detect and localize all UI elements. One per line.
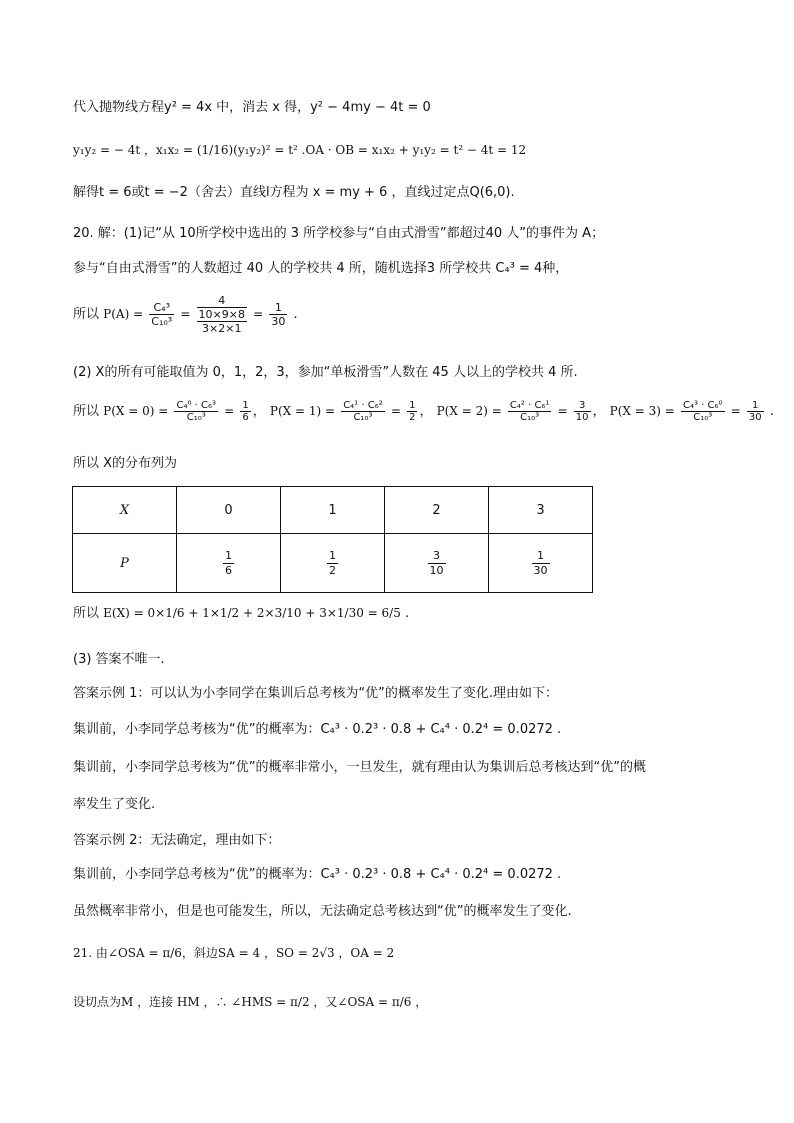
fraction-numerator: C₄¹ · C₆² (343, 400, 383, 411)
fraction-denominator: 2 (329, 563, 336, 577)
fraction-px3-result (747, 400, 764, 423)
fraction-denominator: 10 (575, 412, 589, 423)
fraction-denominator: C₁₀³ (151, 315, 173, 328)
text-line-q21: 21. 由∠OSA = π/6，斜边SA = 4 ，SO = 2√3 ，OA = 2 (73, 946, 395, 960)
lhs-px0: P(X = 0) = (103, 404, 169, 418)
fraction-denominator: 30 (533, 563, 548, 577)
table-row (73, 487, 593, 534)
fraction-result (269, 301, 287, 328)
text-line-q20-part2: (2) X的所有可能取值为 0，1，2，3，参加“单板滑雪”人数在 45 人以上的学校共 4 所. (73, 365, 578, 380)
text-line-expectation: 所以 E(X) = 0×1/6 + 1×1/2 + 2×3/10 + 3×1/30 = 6/5 . (73, 606, 410, 621)
equals-sign: = (180, 307, 191, 321)
text-line-q20-part1: 20. 解：(1)记“从 10所学校中选出的 3 所学校参与“自由式滑雪”都超过40 人”的事件为 A； (73, 226, 605, 241)
fraction-numerator: 4 (197, 294, 247, 308)
fraction-big (197, 294, 247, 335)
lhs-pa: P(A) = (103, 307, 144, 321)
text-line-vieta: y₁y₂ = − 4t ，x₁x₂ = (1/16)(y₁y₂)² = t² .OA · OB = x₁x₂ + y₁y₂ = t² − 4t = 12 (73, 143, 527, 157)
fraction-numerator: 1 (747, 400, 764, 412)
table-cell: 3 (489, 487, 593, 534)
text-line-reasoning-1b: 率发生了变化. (73, 797, 156, 812)
distribution-table (72, 486, 593, 593)
equals-sign: = (253, 307, 264, 321)
table-cell: P (73, 534, 177, 593)
lhs-px2: P(X = 2) = (436, 404, 502, 418)
table-row (73, 534, 593, 593)
lhs-px3: P(X = 3) = (609, 404, 675, 418)
text-line-probabilities-x: 所以 P(X = 0) = $\frac{\text{C₄⁰ · C₆³}}{\text{C₁₀³}}$ = $\frac{1}{6}$ ， P(X = 1) = $\frac{\text{C₄¹ · C₆²}}{\text{C₁₀³}}$ = $\frac{1}{2}$ ， P(X = 2) = $\frac{\text{C₄² · C₆¹}}{\text{C₁₀³}}$ = $\frac{3}{10}$ ， P(X = 3) = $\frac{\text{C₄³ · C₆⁰}}{\text{C₁₀³}}$ = $\frac{1}{30}$ . (73, 400, 774, 423)
fraction-px0-result (240, 400, 250, 423)
text-line-tangent-point: 设切点为M ，连接 HM ，∴ ∠HMS = π/2 ，又∠OSA = π/6 ， (73, 995, 428, 1009)
fraction (327, 549, 338, 578)
text-line-distribution-intro: 所以 X的分布列为 (73, 456, 178, 471)
fraction-denominator: C₁₀³ (693, 412, 713, 423)
text-line-q20-part3: (3) 答案不唯一. (73, 652, 165, 667)
fraction-numerator: C₄⁰ · C₆³ (176, 400, 217, 411)
period: . (769, 404, 774, 419)
fraction (223, 549, 234, 578)
fraction-numerator: 3 (428, 549, 446, 564)
fraction-denominator-top: 10×9×8 (198, 308, 245, 321)
fraction-denominator: C₁₀³ (186, 412, 206, 423)
text-line-probability-a (73, 294, 298, 335)
fraction-px2 (508, 400, 552, 423)
fraction-numerator: 1 (269, 301, 287, 315)
prefix-text: 所以 (73, 606, 100, 621)
fraction-px0 (174, 400, 218, 423)
fraction-px3 (681, 400, 725, 423)
text-line-combination: 参与“自由式滑雪”的人数超过 40 人的学校共 4 所，随机选择3 所学校共 C₄³ = 4种， (73, 261, 569, 276)
fraction-numerator: C₄³ · C₆⁰ (682, 400, 723, 411)
fraction-denominator: C₁₀³ (520, 412, 540, 423)
fraction-numerator: 1 (242, 400, 249, 411)
fraction-denominator: C₁₀³ (353, 412, 373, 423)
table-cell: X (73, 487, 177, 534)
fraction-px2-result (574, 400, 591, 423)
fraction-numerator: C₄² · C₆¹ (509, 400, 550, 411)
fraction-denominator: 6 (225, 563, 232, 577)
prefix-text: 所以 (73, 404, 100, 419)
table-cell: 1 (281, 487, 385, 534)
fraction-numerator: 1 (225, 548, 232, 562)
prefix-text: 所以 (73, 307, 100, 322)
period: . (293, 307, 298, 322)
lhs-px1: P(X = 1) = (269, 404, 336, 418)
fraction-denominator-bottom: 3×2×1 (202, 322, 242, 335)
fraction-numerator: 1 (409, 400, 416, 411)
fraction-denominator: 10 (429, 563, 444, 577)
text-line-answer-example-1: 答案示例 1：可以认为小李同学在集训后总考核为“优”的概率发生了变化.理由如下： (73, 686, 559, 701)
text-line-reasoning-1a: 集训前，小李同学总考核为“优”的概率非常小，一旦发生，就有理由认为集训后总考核达到“优”的概 (73, 760, 646, 775)
fraction-denominator: 2 (409, 412, 416, 423)
table-cell (281, 534, 385, 593)
text-line-reasoning-2: 虽然概率非常小，但是也可能发生，所以，无法确定总考核达到“优”的概率发生了变化. (73, 904, 572, 919)
text-line-probability-before-2: 集训前，小李同学总考核为“优”的概率为：C₄³ · 0.2³ · 0.8 + C₄⁴ · 0.2⁴ = 0.0272 . (73, 867, 562, 882)
table-cell (489, 534, 593, 593)
fraction-px1 (341, 400, 385, 423)
table-cell: 2 (385, 487, 489, 534)
fraction-denominator: 30 (748, 412, 762, 423)
text-line-fixed-point: 解得t = 6或t = −2（舍去）直线l方程为 x = my + 6 ，直线过定点Q(6,0). (73, 185, 515, 200)
text-line-substitution: 代入抛物线方程y² = 4x 中，消去 x 得，y² − 4my − 4t = 0 (73, 100, 431, 115)
fraction-c (149, 301, 174, 328)
fraction-numerator: C₄³ (149, 301, 174, 315)
fraction-numerator: 1 (329, 548, 336, 562)
table-cell: 0 (177, 487, 281, 534)
fraction-px1-result (407, 400, 417, 423)
table-cell (177, 534, 281, 593)
fraction (532, 549, 550, 578)
table-cell (385, 534, 489, 593)
fraction (428, 549, 446, 578)
text-line-answer-example-2: 答案示例 2：无法确定，理由如下： (73, 833, 281, 848)
expectation-expression: E(X) = 0×1/6 + 1×1/2 + 2×3/10 + 3×1/30 = 6/5 (103, 606, 401, 620)
fraction-denominator: 30 (271, 315, 286, 328)
fraction-numerator: 3 (574, 400, 591, 412)
fraction-numerator: 1 (532, 549, 550, 564)
text-line-probability-before-1: 集训前，小李同学总考核为“优”的概率为：C₄³ · 0.2³ · 0.8 + C₄⁴ · 0.2⁴ = 0.0272 . (73, 722, 562, 737)
fraction-denominator: 6 (242, 412, 249, 423)
